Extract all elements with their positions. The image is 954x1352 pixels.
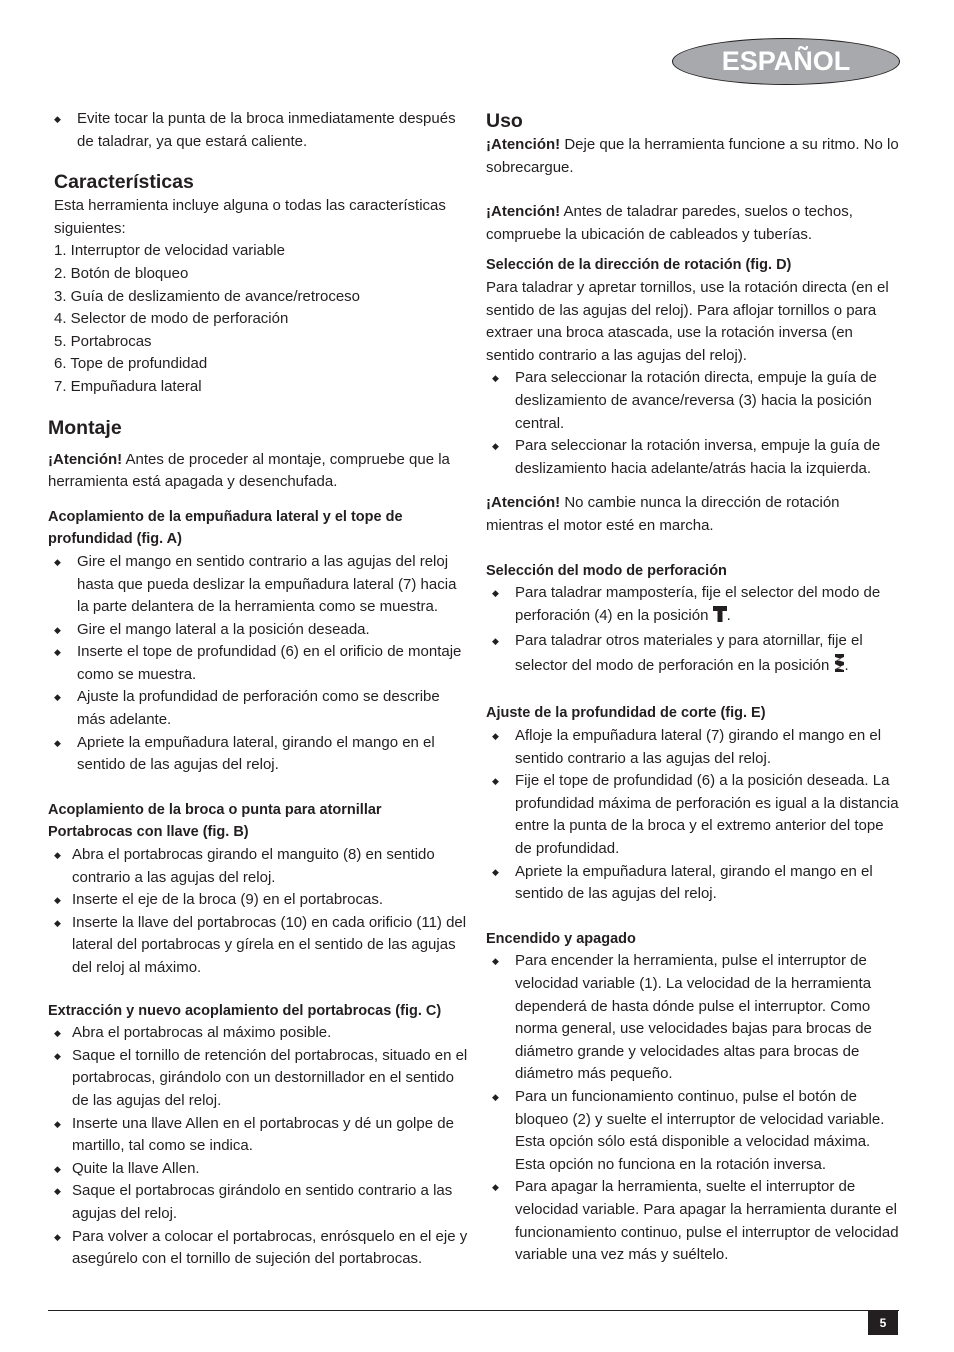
- right-column: [486, 108, 900, 1267]
- feature-item: 2. Botón de bloqueo: [54, 264, 189, 282]
- page-number: 5: [868, 1311, 898, 1335]
- list-item: ◆ Para un funcionamiento continuo, pulse el botón de bloqueo (2) y suelte el interruptor de velocidad variable. Esta opción sólo está disponible a velocidad máxima. Esta opción no funciona en la rotación inversa.: [492, 1087, 885, 1173]
- list-item: ◆ Apriete la empuñadura lateral, girando el mango en el sentido de las agujas del reloj.: [492, 862, 873, 903]
- warning-label: ¡Atención!: [48, 450, 123, 468]
- list-item: ◆ Inserte la llave del portabrocas (10) en cada orificio (11) del lateral del portabrocas y gírela en el sentido de las agujas del reloj al máximo.: [54, 913, 467, 976]
- assembly-heading: Montaje: [48, 416, 122, 439]
- warning-label: ¡Atención!: [486, 494, 561, 512]
- features-section: [48, 169, 468, 398]
- list-item: ◆ Para taladrar mampostería, fije el selector del modo de perforación (4) en la posición .: [486, 582, 900, 630]
- hammer-drill-icon: [713, 605, 727, 631]
- fig-a-list: [48, 551, 468, 777]
- features-intro: Esta herramienta incluye alguna o todas las características siguientes:: [54, 197, 446, 237]
- list-item: ◆ Para apagar la herramienta, suelte el interruptor de velocidad variable. Para apagar la herramienta durante el funcionamiento continuo, pulse el interruptor de velocidad variable una vez más y suéltelo.: [492, 1178, 899, 1264]
- assembly-warning: ¡Atención! Antes de proceder al montaje, compruebe que la herramienta está apagada y desenchufada.: [48, 450, 450, 491]
- list-item: ◆ Saque el tornillo de retención del portabrocas, situado en el portabrocas, girándolo con un destornillador en el sentido de las agujas del reloj.: [54, 1046, 468, 1109]
- warning-label: ¡Atención!: [486, 136, 561, 153]
- list-item: ◆ Apriete la empuñadura lateral, girando el mango en el sentido de las agujas del reloj.: [54, 733, 435, 774]
- depth-list: [486, 725, 900, 906]
- mode-list: [486, 582, 900, 680]
- list-item: ◆ Inserte el eje de la broca (9) en el portabrocas.: [54, 891, 384, 909]
- use-warning-1: ¡Atención! Deje que la herramienta funcione a su ritmo. No lo sobrecargue.: [486, 136, 899, 176]
- fig-c-heading: Extracción y nuevo acoplamiento del portabrocas (fig. C): [48, 1002, 442, 1019]
- list-item: ◆ Fije el tope de profundidad (6) a la posición deseada. La profundidad máxima de perforación es igual a la distancia entre la punta de la broca y el extremo anterior del tope de profundidad.: [492, 772, 899, 858]
- list-item: ◆ Para taladrar otros materiales y para atornillar, fije el selector del modo de perforación en la posición .: [486, 630, 900, 680]
- fig-b-heading: Acoplamiento de la broca o punta para atornillar Portabrocas con llave (fig. B): [48, 801, 382, 841]
- list-item: ◆ Para seleccionar la rotación inversa, empuje la guía de deslizamiento hacia adelante/atrás hacia la izquierda.: [492, 437, 881, 477]
- list-item: ◆ Inserte una llave Allen en el portabrocas y dé un golpe de martillo, tal como se indica.: [54, 1114, 454, 1155]
- list-item: ◆ Saque el portabrocas girándolo en sentido contrario a las agujas del reloj.: [54, 1182, 453, 1222]
- rotation-heading: Selección de la dirección de rotación (fig. D): [486, 257, 792, 274]
- warning-label: ¡Atención!: [486, 203, 561, 221]
- rotation-warning: ¡Atención! No cambie nunca la dirección de rotación mientras el motor esté en marcha.: [486, 494, 840, 534]
- feature-item: 4. Selector de modo de perforación: [54, 310, 289, 328]
- features-heading: Características: [54, 171, 194, 194]
- fig-b-list: [48, 844, 468, 980]
- list-item: ◆ Para encender la herramienta, pulse el interruptor de velocidad variable (1). La velocidad de la herramienta dependerá de hasta dónde pulse el interruptor. Como norma general, use velocidades bajas para brocas de diámetro grande y velocidades altas para brocas de diámetro más pequeño.: [492, 952, 872, 1083]
- list-item: ◆ Gire el mango en sentido contrario a las agujas del reloj hasta que pueda deslizar la empuñadura lateral (7) hacia la parte delantera de la herramienta como se muestra.: [54, 552, 457, 616]
- feature-item: 6. Tope de profundidad: [54, 355, 208, 373]
- list-item: ◆ Para seleccionar la rotación directa, empuje la guía de deslizamiento de avance/reversa (3) hacia la posición central.: [492, 369, 877, 432]
- list-item: ◆ Ajuste la profundidad de perforación como se describe más adelante.: [54, 688, 440, 729]
- use-warning-2: ¡Atención! Antes de taladrar paredes, suelos o techos, compruebe la ubicación de cableados y tuberías.: [486, 203, 853, 243]
- feature-item: 3. Guía de deslizamiento de avance/retroceso: [54, 287, 361, 305]
- list-item: ◆ Afloje la empuñadura lateral (7) girando el mango en el sentido contrario a las agujas del reloj.: [492, 727, 882, 767]
- list-item: ◆ Gire el mango lateral a la posición deseada.: [54, 620, 370, 638]
- feature-item: 7. Empuñadura lateral: [54, 377, 202, 395]
- rotation-list: [486, 367, 900, 480]
- feature-item: 1. Interruptor de velocidad variable: [54, 242, 285, 260]
- footer-rule: [48, 1310, 899, 1311]
- language-label: ESPAÑOL: [721, 46, 851, 76]
- power-heading: Encendido y apagado: [486, 930, 636, 947]
- language-badge: [672, 38, 900, 85]
- feature-item: 5. Portabrocas: [54, 332, 152, 350]
- intro-bullet-list: [48, 108, 468, 153]
- fig-c-list: [48, 1022, 468, 1271]
- list-item: ◆ Quite la llave Allen.: [54, 1159, 200, 1177]
- power-list: [486, 950, 900, 1266]
- mode-heading: Selección del modo de perforación: [486, 562, 727, 579]
- list-item: ◆ Inserte el tope de profundidad (6) en el orificio de montaje como se muestra.: [54, 643, 462, 683]
- list-item: ◆ Para volver a colocar el portabrocas, enrósquelo en el eje y asegúrelo con el tornillo de sujeción del portabrocas.: [54, 1227, 468, 1268]
- list-item: ◆ Evite tocar la punta de la broca inmediatamente después de taladrar, ya que estará caliente.: [54, 110, 456, 150]
- fig-a-heading: Acoplamiento de la empuñadura lateral y el tope de profundidad (fig. A): [48, 508, 403, 548]
- depth-heading: Ajuste de la profundidad de corte (fig. E): [486, 705, 766, 722]
- use-heading: Uso: [486, 110, 523, 132]
- rotation-text: Para taladrar y apretar tornillos, use la rotación directa (en el sentido de las agujas del reloj). Para aflojar tornillos o para extraer una broca atascada, use la rotación inversa (en sentido contrario a las agujas del reloj).: [486, 278, 889, 364]
- list-item: ◆ Abra el portabrocas girando el manguito (8) en sentido contrario a las agujas del reloj.: [54, 846, 435, 886]
- drill-bit-icon: [834, 653, 845, 681]
- left-column: [48, 108, 468, 1271]
- list-item: ◆ Abra el portabrocas al máximo posible.: [54, 1024, 332, 1042]
